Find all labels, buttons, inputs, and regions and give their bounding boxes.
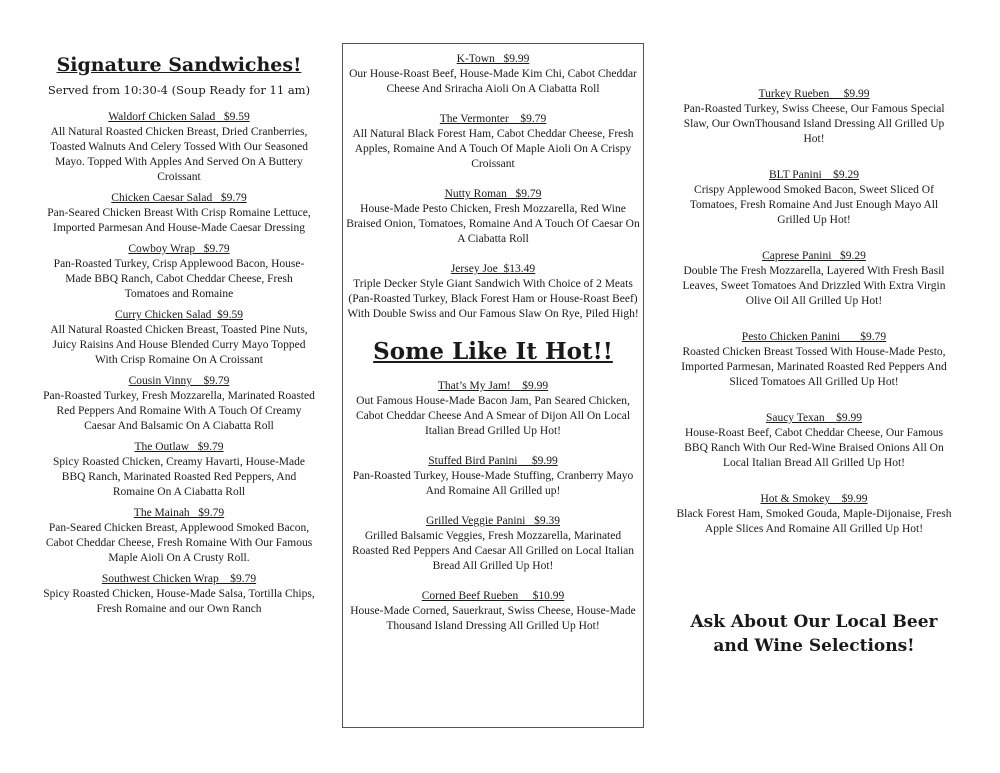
- menu-item: [672, 492, 956, 537]
- item-description: Pan-Roasted Turkey, Fresh Mozzarella, Marinated Roasted Red Peppers And Romaine With A Touch Of Creamy Caesar And Balsamic On A Ciabatta Roll: [43, 390, 315, 432]
- menu-item: [40, 572, 318, 617]
- item-description: Our House-Roast Beef, House-Made Kim Chi, Cabot Cheddar Cheese And Sriracha Aioli On A Ciabatta Roll: [349, 68, 637, 95]
- item-name: Nutty Roman $9.79: [444, 188, 542, 200]
- item-description: Triple Decker Style Giant Sandwich With Choice of 2 Meats (Pan-Roasted Turkey, Black Forest Ham or House-Roast Beef) With Double Swiss and Our Famous Slaw On Rye, Piled High!: [347, 278, 639, 320]
- item-description: Grilled Balsamic Veggies, Fresh Mozzarella, Marinated Roasted Red Peppers And Caesar All Grilled on Local Italian Bread All Grilled Up Hot!: [351, 530, 634, 572]
- item-description: Black Forest Ham, Smoked Gouda, Maple-Dijonaise, Fresh Apple Slices And Romaine All Grilled Up Hot!: [676, 508, 952, 535]
- menu-item: [672, 411, 956, 471]
- item-name: Corned Beef Rueben $10.99: [421, 590, 565, 602]
- item-name: K-Town $9.99: [456, 53, 530, 65]
- menu-item: [343, 379, 643, 439]
- item-name: Chicken Caesar Salad $9.79: [111, 192, 247, 204]
- item-name: Curry Chicken Salad $9.59: [114, 309, 244, 321]
- item-name: Waldorf Chicken Salad $9.59: [108, 111, 250, 123]
- menu-item: [40, 374, 318, 434]
- beer-wine-callout: Ask About Our Local Beer and Wine Selections!: [690, 612, 938, 656]
- item-description: All Natural Black Forest Ham, Cabot Cheddar Cheese, Fresh Apples, Romaine And A Touch Of Maple Aioli On A Crispy Croissant: [352, 128, 634, 170]
- item-name: Hot & Smokey $9.99: [760, 493, 868, 505]
- item-description: Spicy Roasted Chicken, House-Made Salsa, Tortilla Chips, Fresh Romaine and our Own Ranch: [43, 588, 315, 615]
- item-description: Crispy Applewood Smoked Bacon, Sweet Sliced Of Tomatoes, Fresh Romaine And Just Enough Mayo All Grilled Up Hot!: [689, 184, 939, 226]
- signature-column: [40, 52, 318, 623]
- menu-item: [40, 242, 318, 302]
- item-description: All Natural Roasted Chicken Breast, Dried Cranberries, Toasted Walnuts And Celery Tossed With Our Seasoned Mayo. Topped With Apples And Served On A Buttery Croissant: [50, 126, 308, 183]
- item-description: Out Famous House-Made Bacon Jam, Pan Seared Chicken, Cabot Cheddar Cheese And A Smear of Dijon All On Local Italian Bread Grilled Up Hot!: [355, 395, 631, 437]
- menu-item: [672, 168, 956, 228]
- item-description: Roasted Chicken Breast Tossed With House-Made Pesto, Imported Parmesan, Marinated Roasted Red Peppers And Sliced Tomatoes All Grilled Up Hot!: [681, 346, 947, 388]
- menu-item: [343, 514, 643, 574]
- middle-column-box: [342, 43, 644, 728]
- menu-item: [672, 330, 956, 390]
- menu-item: [40, 191, 318, 236]
- item-name: Southwest Chicken Wrap $9.79: [101, 573, 257, 585]
- hot-section-title: Some Like It Hot!!: [373, 338, 613, 365]
- menu-item: [40, 110, 318, 185]
- menu-item: [343, 112, 643, 172]
- item-name: The Mainah $9.79: [133, 507, 225, 519]
- item-name: Pesto Chicken Panini $9.79: [741, 331, 887, 343]
- item-description: All Natural Roasted Chicken Breast, Toasted Pine Nuts, Juicy Raisins And House Blended Curry Mayo Topped With Crisp Romaine On A Croissant: [50, 324, 308, 366]
- menu-item: [672, 87, 956, 147]
- menu-item: [40, 308, 318, 368]
- item-name: That’s My Jam! $9.99: [437, 380, 549, 392]
- item-name: Stuffed Bird Panini $9.99: [428, 455, 558, 467]
- menu-item: [40, 506, 318, 566]
- item-name: Cousin Vinny $9.79: [128, 375, 230, 387]
- item-name: The Vermonter $9.79: [439, 113, 547, 125]
- item-description: Pan-Seared Chicken Breast With Crisp Romaine Lettuce, Imported Parmesan And House-Made Caesar Dressing: [47, 207, 311, 234]
- signature-title: Signature Sandwiches!: [56, 54, 302, 76]
- menu-item: [343, 187, 643, 247]
- menu-item: [343, 589, 643, 634]
- menu-item: [343, 454, 643, 499]
- item-name: Grilled Veggie Panini $9.39: [426, 515, 560, 527]
- item-description: Pan-Roasted Turkey, House-Made Stuffing, Cranberry Mayo And Romaine All Grilled up!: [352, 470, 634, 497]
- item-name: Turkey Rueben $9.99: [758, 88, 870, 100]
- item-name: The Outlaw $9.79: [134, 441, 224, 453]
- item-name: Saucy Texan $9.99: [765, 412, 863, 424]
- menu-item: [343, 262, 643, 322]
- item-description: Spicy Roasted Chicken, Creamy Havarti, House-Made BBQ Ranch, Marinated Roasted Red Peppers, And Romaine On A Ciabatta Roll: [53, 456, 305, 498]
- item-name: Caprese Panini $9.29: [762, 250, 866, 262]
- item-name: Cowboy Wrap $9.79: [128, 243, 230, 255]
- menu-item: [672, 249, 956, 309]
- item-description: Pan-Seared Chicken Breast, Applewood Smoked Bacon, Cabot Cheddar Cheese, Fresh Romaine With Our Famous Maple Aioli On A Crusty Roll.: [45, 522, 313, 564]
- signature-subtitle: Served from 10:30-4 (Soup Ready for 11 am): [47, 83, 311, 97]
- item-name: Jersey Joe $13.49: [450, 263, 536, 275]
- item-description: Pan-Roasted Turkey, Crisp Applewood Bacon, House-Made BBQ Ranch, Cabot Cheddar Cheese, Fresh Tomatoes and Romaine: [53, 258, 305, 300]
- right-column: [672, 87, 956, 558]
- menu-item: [343, 52, 643, 97]
- item-description: House-Roast Beef, Cabot Cheddar Cheese, Our Famous BBQ Ranch With Our Red-Wine Braised Onions All On Local Italian Bread All Grilled Up Hot!: [684, 427, 944, 469]
- item-description: House-Made Pesto Chicken, Fresh Mozzarella, Red Wine Braised Onion, Tomatoes, Romaine And A Touch Of Caesar On A Ciabatta Roll: [346, 203, 640, 245]
- item-description: Pan-Roasted Turkey, Swiss Cheese, Our Famous Special Slaw, Our OwnThousand Island Dressing All Grilled Up Hot!: [683, 103, 945, 145]
- item-description: House-Made Corned, Sauerkraut, Swiss Cheese, House-Made Thousand Island Dressing All Grilled Up Hot!: [350, 605, 636, 632]
- item-description: Double The Fresh Mozzarella, Layered With Fresh Basil Leaves, Sweet Tomatoes And Drizzled With Extra Virgin Olive Oil All Grilled Up Hot!: [682, 265, 946, 307]
- item-name: BLT Panini $9.29: [768, 169, 860, 181]
- menu-item: [40, 440, 318, 500]
